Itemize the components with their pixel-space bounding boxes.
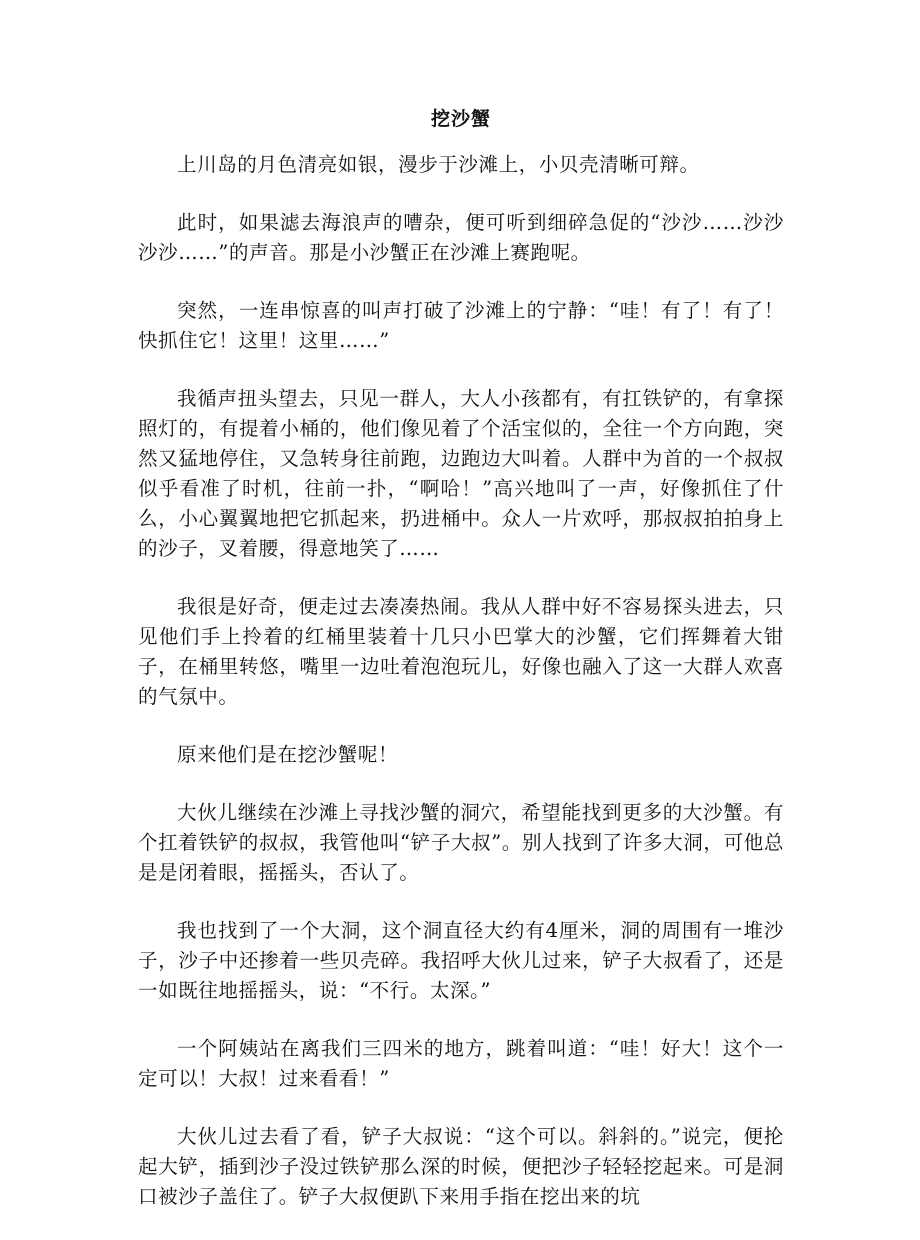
document-page [138, 102, 784, 1240]
document-title: 挖沙蟹 [430, 108, 491, 130]
paragraph-8: 我也找到了一个大洞，这个洞直径大约有4厘米，洞的周围有一堆沙子，沙子中还掺着一些贝壳碎。我招呼大伙儿过来，铲子大叔看了，还是一如既往地摇摇头，说：“不行。太深。” [138, 919, 784, 1002]
paragraph-9: 一个阿姨站在离我们三四米的地方，跳着叫道：“哇！好大！这个一定可以！大叔！过来看看！” [138, 1037, 784, 1090]
paragraph-4: 我循声扭头望去，只见一群人，大人小孩都有，有扛铁铲的，有拿探照灯的，有提着小桶的，他们像见着了个活宝似的，全往一个方向跑，突然又猛地停住，又急转身往前跑，边跑边大叫着。人群中为首的一个叔叔似乎看准了时机，往前一扑，“啊哈！”高兴地叫了一声，好像抓住了什么，小心翼翼地把它抓起来，扔进桶中。众人一片欢呼，那叔叔拍拍身上的沙子，叉着腰，得意地笑了…… [138, 387, 784, 560]
paragraph-6: 原来他们是在挖沙蟹呢！ [177, 743, 399, 766]
paragraph-10: 大伙儿过去看了看，铲子大叔说：“这个可以。斜斜的。”说完，便抡起大铲，插到沙子没过铁铲那么深的时候，便把沙子轻轻挖起来。可是洞口被沙子盖住了。铲子大叔便趴下来用手指在挖出来的坑 [138, 1125, 784, 1208]
paragraph-3: 突然，一连串惊喜的叫声打破了沙滩上的宁静：“哇！有了！有了！快抓住它！这里！这里……” [138, 299, 784, 352]
paragraph-1: 上川岛的月色清亮如银，漫步于沙滩上，小贝壳清晰可辩。 [177, 153, 700, 176]
paragraph-2: 此时，如果滤去海浪声的嘈杂，便可听到细碎急促的“沙沙……沙沙沙沙……”的声音。那是小沙蟹正在沙滩上赛跑呢。 [138, 211, 784, 264]
paragraph-7: 大伙儿继续在沙滩上寻找沙蟹的洞穴，希望能找到更多的大沙蟹。有个扛着铁铲的叔叔，我管他叫“铲子大叔”。别人找到了许多大洞，可他总是是闭着眼，摇摇头，否认了。 [138, 801, 784, 884]
paragraph-5: 我很是好奇，便走过去凑凑热闹。我从人群中好不容易探头进去，只见他们手上拎着的红桶里装着十几只小巴掌大的沙蟹，它们挥舞着大钳子，在桶里转悠，嘴里一边吐着泡泡玩儿，好像也融入了这一大群人欢喜的气氛中。 [138, 595, 784, 708]
